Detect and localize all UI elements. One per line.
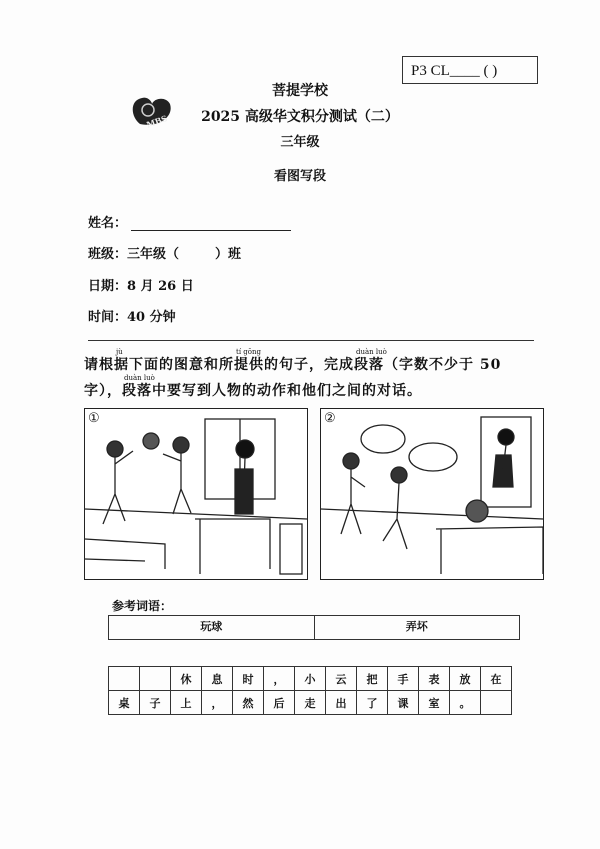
pinyin: duàn luò	[356, 348, 387, 356]
grid-cell[interactable]: 后	[264, 691, 295, 715]
grid-cell[interactable]: 上	[171, 691, 202, 715]
grid-cell[interactable]: 云	[326, 667, 357, 691]
writing-grid	[108, 666, 512, 715]
pinyin-word	[122, 374, 155, 399]
classroom-scene-1	[85, 409, 307, 579]
grid-row	[109, 691, 512, 715]
text: 请根	[84, 357, 114, 373]
reference-words-table	[108, 615, 520, 640]
grid-cell[interactable]: 小	[295, 667, 326, 691]
grid-cell[interactable]: ，	[202, 691, 233, 715]
instruction-line-2	[84, 374, 422, 400]
class-field[interactable]	[88, 243, 241, 262]
reference-word: 弄坏	[314, 616, 520, 639]
grid-cell[interactable]: 室	[419, 691, 450, 715]
text: 的句子，完成	[264, 357, 354, 373]
grid-cell[interactable]: 时	[233, 667, 264, 691]
pinyin-word	[354, 348, 387, 373]
section-title: 看图写段	[273, 169, 326, 184]
grid-cell[interactable]: 放	[450, 667, 481, 691]
instruction-line-1	[84, 348, 502, 374]
grid-cell[interactable]: 在	[481, 667, 512, 691]
grid-cell[interactable]	[109, 667, 140, 691]
grade-label: 三年级	[280, 135, 320, 150]
reference-words-title: 参考词语：	[112, 599, 173, 613]
grid-cell[interactable]: 走	[295, 691, 326, 715]
exam-title: 2025 高级华文积分测试（二）	[201, 109, 399, 125]
grid-cell[interactable]	[140, 667, 171, 691]
grid-cell[interactable]: 了	[357, 691, 388, 715]
text: 段落	[122, 383, 152, 399]
name-line[interactable]	[131, 218, 291, 231]
reference-word: 玩球	[200, 620, 223, 633]
text: 中要写到人物的动作和他们之间的对话。	[152, 383, 422, 399]
divider	[88, 340, 534, 341]
text: 提供	[234, 357, 264, 373]
text: 下面的图意和所	[129, 357, 234, 373]
grid-row	[109, 667, 512, 691]
grid-cell[interactable]: 休	[171, 667, 202, 691]
grid-cell[interactable]: 子	[140, 691, 171, 715]
time-label: 时间：40 分钟	[88, 310, 176, 325]
name-field[interactable]	[88, 212, 291, 231]
grid-cell[interactable]: 息	[202, 667, 233, 691]
pinyin-word	[234, 348, 264, 373]
text: （字数不少于 50	[384, 357, 502, 373]
grid-cell[interactable]: 然	[233, 691, 264, 715]
classroom-scene-2	[321, 409, 543, 579]
class-suffix: ）班	[215, 247, 242, 262]
text: 字），	[84, 383, 122, 399]
school-name: 菩提学校	[272, 83, 328, 99]
grid-cell[interactable]: ，	[264, 667, 295, 691]
picture-panel-1	[84, 408, 308, 580]
pinyin: duàn luò	[124, 374, 155, 382]
grid-cell[interactable]: 把	[357, 667, 388, 691]
grid-cell[interactable]: 桌	[109, 691, 140, 715]
grid-cell[interactable]: 出	[326, 691, 357, 715]
grid-cell[interactable]: 。	[450, 691, 481, 715]
panel-number: ②	[324, 411, 336, 426]
pinyin: jù	[116, 348, 123, 356]
text: 据	[114, 357, 129, 373]
name-label: 姓名：	[88, 216, 128, 231]
class-prefix: 班级：三年级（	[88, 247, 180, 262]
grid-cell[interactable]: 手	[388, 667, 419, 691]
pinyin-word	[114, 348, 129, 373]
date-label: 日期：8 月 26 日	[88, 279, 194, 294]
text: 段落	[354, 357, 384, 373]
grid-cell[interactable]: 表	[419, 667, 450, 691]
class-index-box: P3 CL____ ( )	[402, 56, 538, 84]
picture-panel-2	[320, 408, 544, 580]
grid-cell[interactable]	[481, 691, 512, 715]
grid-cell[interactable]: 课	[388, 691, 419, 715]
pinyin: tí gōng	[236, 348, 261, 356]
panel-number: ①	[88, 411, 100, 426]
svg-text:MBS: MBS	[144, 112, 169, 130]
